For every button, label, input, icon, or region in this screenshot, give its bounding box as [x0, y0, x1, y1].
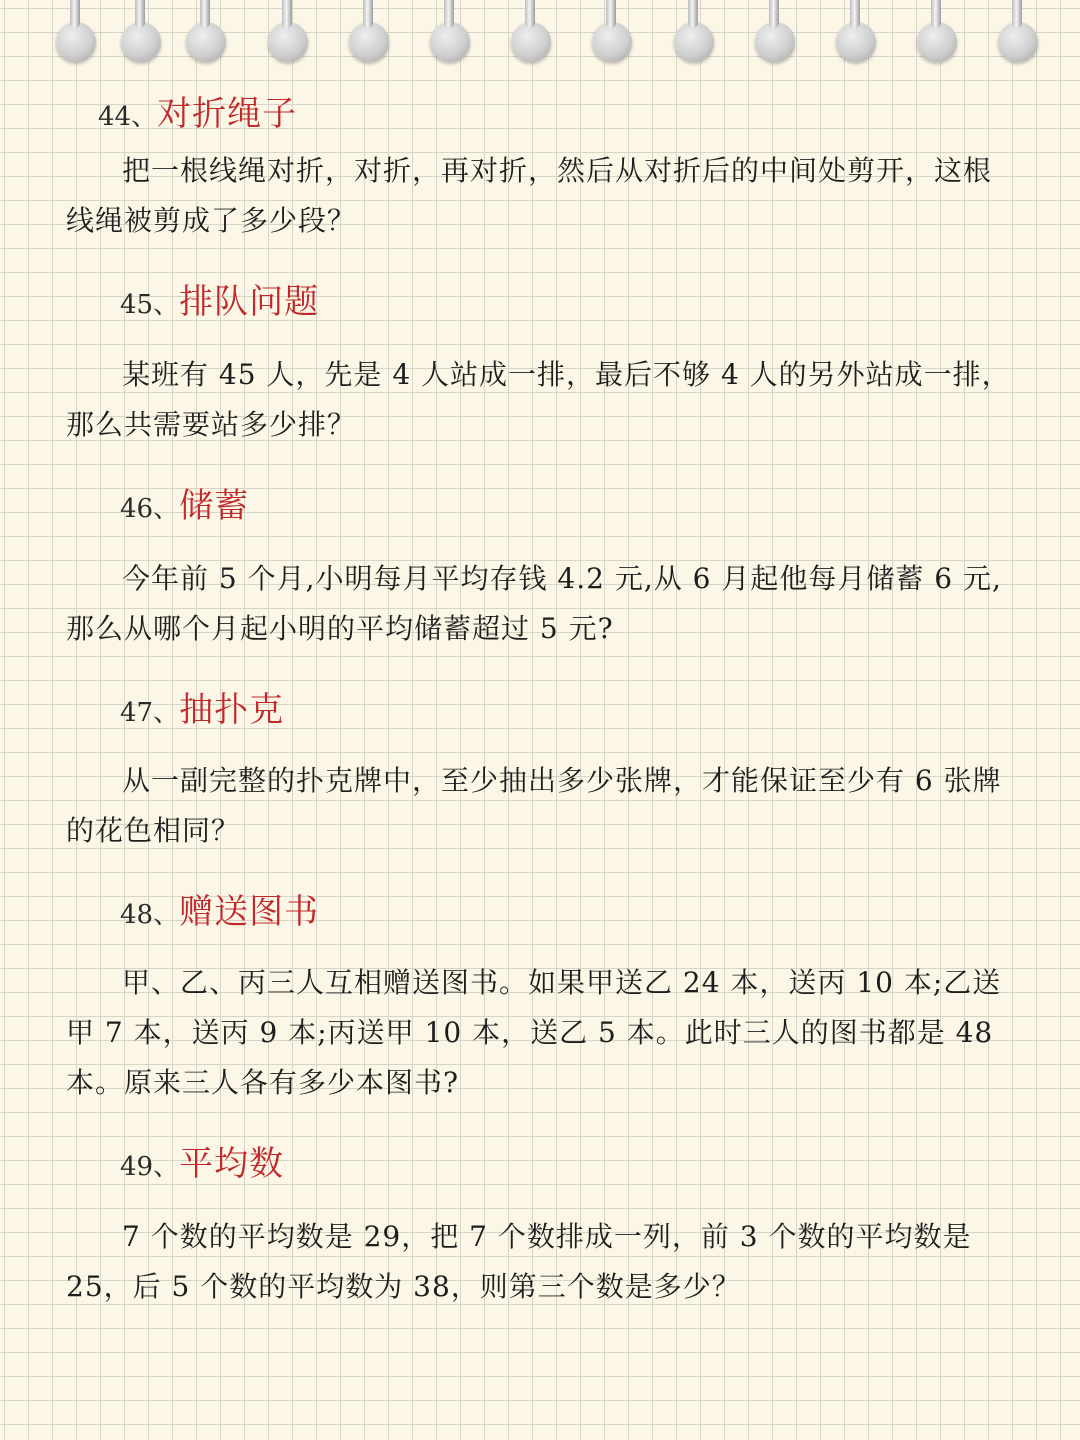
section-title: 赠送图书 — [179, 892, 320, 932]
section-title: 储蓄 — [179, 486, 250, 526]
question-text-48: 甲、乙、丙三人互相赠送图书。如果甲送乙 24 本，送丙 10 本;乙送甲 7 本，送丙 9 本;丙送甲 10 本，送乙 5 本。此时三人的图书都是 48 本。原来三人各有多少本图书? — [66, 966, 1002, 1099]
section-heading-49 — [120, 1136, 284, 1185]
question-text-46: 今年前 5 个月,小明每月平均存钱 4.2 元,从 6 月起他每月储蓄 6 元,那么从哪个月起小明的平均储蓄超过 5 元? — [66, 562, 1002, 645]
section-heading-47 — [120, 682, 284, 731]
section-heading-46 — [120, 478, 249, 527]
question-text-45: 某班有 45 人，先是 4 人站成一排，最后不够 4 人的另外站成一排，那么共需要站多少排？ — [66, 358, 1011, 441]
section-number: 47、 — [120, 698, 180, 728]
section-number: 45、 — [120, 290, 180, 320]
question-text-49: 7 个数的平均数是 29，把 7 个数排成一列，前 3 个数的平均数是 25，后 5 个数的平均数为 38，则第三个数是多少？ — [66, 1220, 972, 1303]
section-heading-44 — [98, 86, 297, 135]
section-number: 46、 — [120, 494, 180, 524]
question-text-44: 把一根线绳对折，对折，再对折，然后从对折后的中间处剪开，这根线绳被剪成了多少段？ — [66, 154, 993, 237]
section-title: 平均数 — [179, 1144, 285, 1184]
question-text-47: 从一副完整的扑克牌中，至少抽出多少张牌，才能保证至少有 6 张牌的花色相同？ — [66, 764, 1002, 847]
section-title: 排队问题 — [179, 282, 320, 322]
section-number: 48、 — [120, 900, 180, 930]
section-number: 44、 — [98, 102, 158, 132]
section-number: 49、 — [120, 1152, 180, 1182]
section-title: 抽扑克 — [179, 690, 285, 730]
section-heading-48 — [120, 884, 319, 933]
section-title: 对折绳子 — [157, 94, 298, 134]
section-heading-45 — [120, 274, 319, 323]
